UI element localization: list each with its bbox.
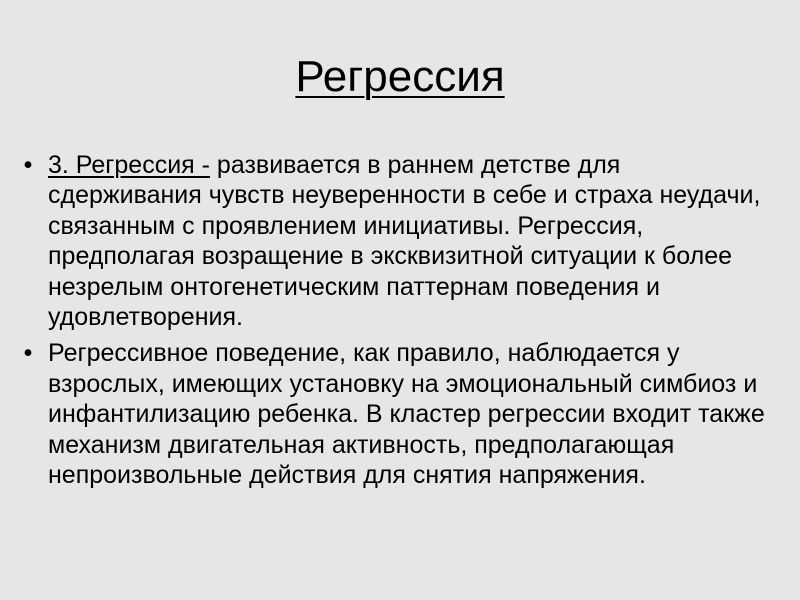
- slide-title-text: Регрессия: [295, 52, 505, 101]
- bullet-item-2: [18, 338, 778, 490]
- bullet-term: 3. Регрессия -: [48, 151, 210, 179]
- bullet-list: [18, 150, 778, 496]
- bullet-icon: •: [23, 151, 33, 179]
- bullet-text: Регрессивное поведение, как правило, наблюдается у взрослых, имеющих установку на эмоциональный симбиоз и инфантилизацию ребенка. В кластер регрессии входит также механизм двигательная активность, предполагающая непроизвольные действия для снятия напряжения.: [48, 339, 765, 490]
- bullet-icon: •: [23, 339, 33, 368]
- bullet-text: развивается в раннем детстве для сдерживания чувств неуверенности в себе и страха неудачи, связанным с проявлением инициативы. Регрессия, предполагая возращение в экcквизитной ситуации к более незрелым онтогенетическим паттернам поведения и удовлетворения.: [48, 151, 761, 332]
- slide-title: [0, 50, 800, 104]
- bullet-item-1: [18, 150, 778, 332]
